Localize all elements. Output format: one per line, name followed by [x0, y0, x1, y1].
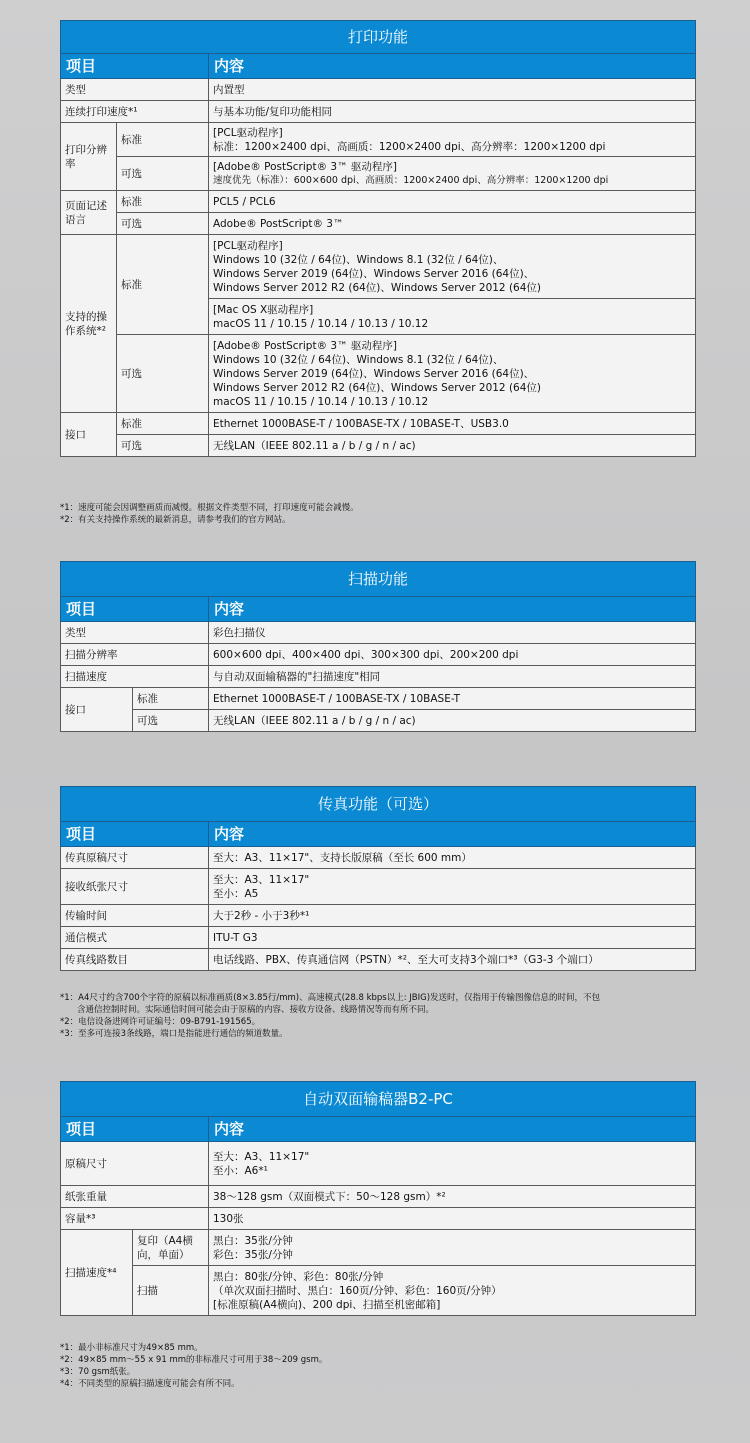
label-copy-mode: 复印（A4横 向，单面）	[133, 1230, 209, 1266]
adf-table	[60, 1081, 696, 1316]
scan-title: 扫描功能	[61, 562, 696, 597]
label-standard: 标准	[117, 413, 209, 435]
value-type: 彩色扫描仪	[209, 622, 696, 644]
value-print-speed: 与基本功能/复印功能相同	[209, 101, 696, 123]
label-adf-scan-speed: 扫描速度*⁴	[61, 1230, 133, 1316]
print-notes: *1：速度可能会因调整画质而减慢。根据文件类型不同，打印速度可能会减慢。 *2：有关支持操作系统的最新消息，请参考我们的官方网站。	[60, 503, 359, 525]
value-os-pcl: [PCL驱动程序] Windows 10 (32位 / 64位)、Windows 8.1 (32位 / 64位)、 Windows Server 2019 (64位)、Windows Server 2016 (64位)、 Windows Server 2012 R2 (64位)、Windows Server 2012 (64位)	[209, 235, 696, 299]
adf-section	[60, 1081, 695, 1316]
value-tx-time: 大于2秒 - 小于3秒*¹	[209, 905, 696, 927]
fax-notes: *1：A4尺寸约含700个字符的原稿以标准画质(8×3.85行/mm)、高速模式(28.8 kbps以上: JBIG)发送时，仅指用于传输图像信息的时间，不包 含通信控制时间。实际通信时间可能会由于原稿的内容、接收方设备、线路情况等而有所不同。 *2：电信设备进网许可证编号：09-B791-191565。 *3：至多可连接3条线路，端口是指能进行通信的频道数量。	[60, 993, 601, 1039]
value-scan-speed: 与自动双面输稿器的"扫描速度"相同	[209, 666, 696, 688]
label-print-resolution: 打印分辨率	[61, 123, 117, 191]
header-content: 内容	[209, 1117, 696, 1142]
value-scan-resolution: 600×600 dpi、400×400 dpi、300×300 dpi、200×200 dpi	[209, 644, 696, 666]
label-print-speed: 连续打印速度*¹	[61, 101, 209, 123]
label-capacity: 容量*³	[61, 1208, 209, 1230]
label-optional: 可选	[133, 710, 209, 732]
label-os: 支持的操作系统*²	[61, 235, 117, 413]
label-optional: 可选	[117, 157, 209, 191]
label-recv-size: 接收纸张尺寸	[61, 869, 209, 905]
header-content: 内容	[209, 597, 696, 622]
value-resolution-standard: [PCL驱动程序] 标准：1200×2400 dpi、高画质：1200×2400 dpi、高分辨率：1200×1200 dpi	[209, 123, 696, 157]
fax-table	[60, 786, 696, 971]
label-interface: 接口	[61, 688, 133, 732]
value-pdl-optional: Adobe® PostScript® 3™	[209, 213, 696, 235]
value-fax-doc-size: 至大：A3、11×17"、支持长版原稿（至长 600 mm）	[209, 847, 696, 869]
header-content: 内容	[209, 54, 696, 79]
label-scan-speed: 扫描速度	[61, 666, 209, 688]
label-standard: 标准	[117, 235, 209, 335]
value-type: 内置型	[209, 79, 696, 101]
label-optional: 可选	[117, 335, 209, 413]
fax-title: 传真功能（可选）	[61, 787, 696, 822]
label-interface: 接口	[61, 413, 117, 457]
label-scan-mode: 扫描	[133, 1266, 209, 1316]
value-scan-mode-speed: 黑白：80张/分钟、彩色：80张/分钟 （单次双面扫描时、黑白：160页/分钟、彩色：160页/分钟） [标准原稿(A4横向)、200 dpi、扫描至机密邮箱]	[209, 1266, 696, 1316]
label-type: 类型	[61, 79, 209, 101]
label-standard: 标准	[117, 191, 209, 213]
value-copy-speed: 黑白：35张/分钟 彩色：35张/分钟	[209, 1230, 696, 1266]
print-section	[60, 20, 695, 457]
adf-title: 自动双面输稿器B2-PC	[61, 1082, 696, 1117]
label-optional: 可选	[117, 213, 209, 235]
value-capacity: 130张	[209, 1208, 696, 1230]
scan-section	[60, 561, 695, 732]
value-paper-weight: 38～128 gsm（双面模式下：50～128 gsm）*²	[209, 1186, 696, 1208]
value-comm-mode: ITU-T G3	[209, 927, 696, 949]
label-fax-lines: 传真线路数目	[61, 949, 209, 971]
value-pdl-standard: PCL5 / PCL6	[209, 191, 696, 213]
value-recv-size: 至大：A3、11×17" 至小：A5	[209, 869, 696, 905]
header-item: 项目	[61, 1117, 209, 1142]
header-item: 项目	[61, 54, 209, 79]
label-fax-doc-size: 传真原稿尺寸	[61, 847, 209, 869]
fax-section	[60, 786, 695, 971]
label-scan-resolution: 扫描分辨率	[61, 644, 209, 666]
label-optional: 可选	[117, 435, 209, 457]
label-tx-time: 传输时间	[61, 905, 209, 927]
value-interface-standard: Ethernet 1000BASE-T / 100BASE-TX / 10BASE-T	[209, 688, 696, 710]
header-content: 内容	[209, 822, 696, 847]
label-standard: 标准	[117, 123, 209, 157]
label-standard: 标准	[133, 688, 209, 710]
label-type: 类型	[61, 622, 209, 644]
header-item: 项目	[61, 597, 209, 622]
header-item: 项目	[61, 822, 209, 847]
label-comm-mode: 通信模式	[61, 927, 209, 949]
print-title: 打印功能	[61, 21, 696, 54]
value-fax-lines: 电话线路、PBX、传真通信网（PSTN）*²、至大可支持3个端口*³（G3-3 个端口）	[209, 949, 696, 971]
value-doc-size: 至大：A3、11×17" 至小：A6*¹	[209, 1142, 696, 1186]
value-os-mac: [Mac OS X驱动程序] macOS 11 / 10.15 / 10.14 / 10.13 / 10.12	[209, 299, 696, 335]
label-doc-size: 原稿尺寸	[61, 1142, 209, 1186]
print-table	[60, 20, 696, 457]
adf-notes: *1：最小非标准尺寸为49×85 mm。 *2：49×85 mm～55 x 91 mm的非标准尺寸可用于38～209 gsm。 *3：70 gsm纸张。 *4：不同类型的原稿扫描速度可能会有所不同。	[60, 1343, 328, 1389]
label-pdl: 页面记述语言	[61, 191, 117, 235]
value-interface-standard: Ethernet 1000BASE-T / 100BASE-TX / 10BASE-T、USB3.0	[209, 413, 696, 435]
value-interface-optional: 无线LAN（IEEE 802.11 a / b / g / n / ac)	[209, 710, 696, 732]
label-paper-weight: 纸张重量	[61, 1186, 209, 1208]
value-interface-optional: 无线LAN（IEEE 802.11 a / b / g / n / ac)	[209, 435, 696, 457]
scan-table	[60, 561, 696, 732]
value-os-optional: [Adobe® PostScript® 3™ 驱动程序] Windows 10 (32位 / 64位)、Windows 8.1 (32位 / 64位)、 Windows Server 2019 (64位)、Windows Server 2016 (64位)、 Windows Server 2012 R2 (64位)、Windows Server 2012 (64位) macOS 11 / 10.15 / 10.14 / 10.13 / 10.12	[209, 335, 696, 413]
value-resolution-optional: [Adobe® PostScript® 3™ 驱动程序] 速度优先（标准）：600×600 dpi、高画质：1200×2400 dpi、高分辨率：1200×1200 dpi	[209, 157, 696, 191]
